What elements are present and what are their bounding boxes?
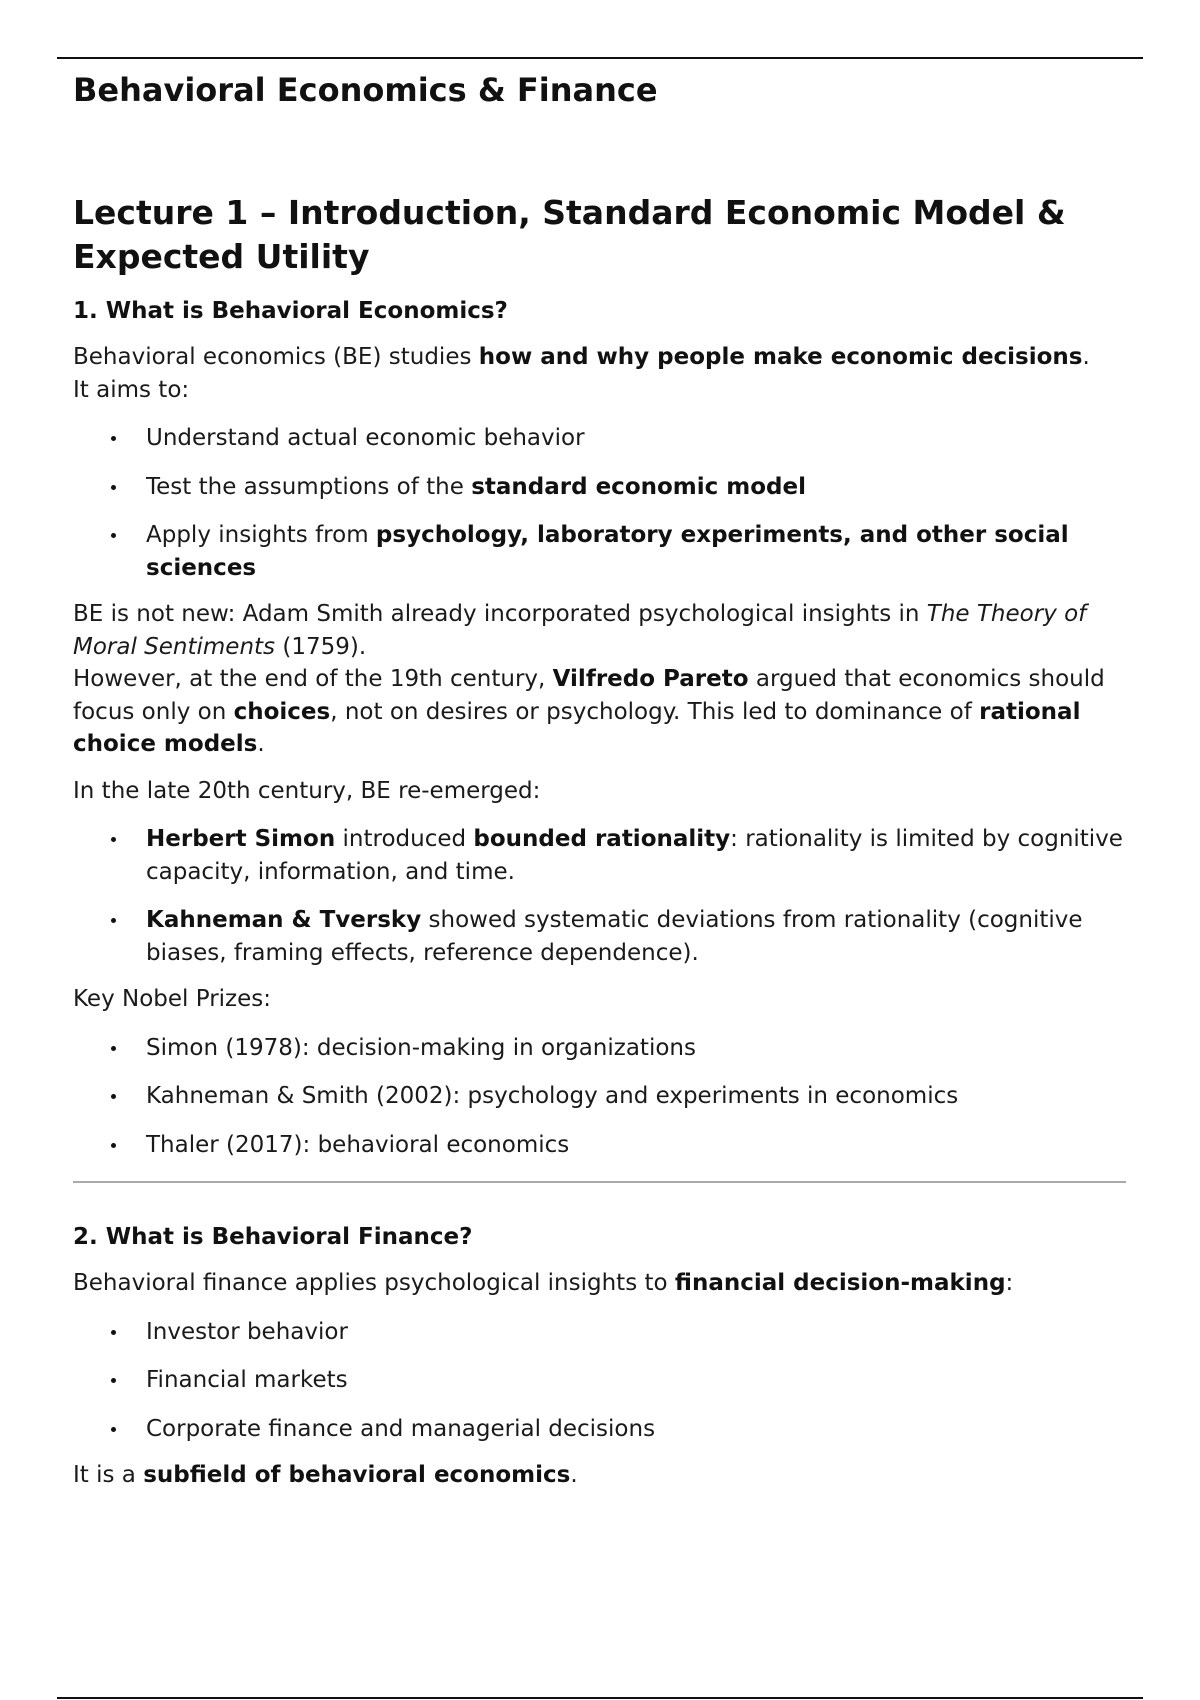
list-item: Investor behavior — [73, 1316, 1128, 1349]
history-paragraph — [73, 598, 1128, 761]
concept-term: bounded rationality — [473, 826, 731, 852]
list-item: Kahneman & Smith (2002): psychology and experiments in economics — [73, 1080, 1128, 1113]
intro-period: . — [1082, 344, 1090, 370]
history-text: argued that economics should focus only on — [73, 666, 1105, 725]
nobel-list — [73, 1032, 1128, 1162]
aims-intro: It aims to: — [73, 376, 190, 403]
closing-period: . — [570, 1462, 578, 1488]
aim-text: Apply insights from — [146, 522, 376, 548]
intro-colon: : — [1005, 1270, 1014, 1296]
aim-emphasis: psychology, laboratory experiments, and other social sciences — [146, 522, 1069, 581]
intro-text: Behavioral economics (BE) studies — [73, 344, 479, 370]
list-item: Simon (1978): decision-making in organizations — [73, 1032, 1128, 1065]
intro-emphasis: financial decision-making — [674, 1270, 1006, 1296]
top-rule — [57, 57, 1143, 59]
person-name: Kahneman & Tversky — [146, 907, 422, 933]
history-emphasis: choices — [233, 698, 331, 725]
list-item — [73, 422, 1128, 455]
aims-list — [73, 422, 1128, 584]
item-text: : rationality is limited by cognitive capacity, information, and time. — [146, 826, 1123, 885]
bottom-rule — [57, 1697, 1143, 1699]
reemerged-list — [73, 823, 1128, 969]
document-body — [73, 66, 1128, 1492]
history-text: (1759). — [275, 633, 367, 660]
list-item — [73, 904, 1128, 969]
finance-list — [73, 1316, 1128, 1446]
closing-text: It is a — [73, 1462, 144, 1488]
person-name: Herbert Simon — [146, 826, 336, 852]
list-item — [73, 823, 1128, 888]
book-title: The Theory of Moral Sentiments — [73, 601, 1087, 660]
closing-paragraph — [73, 1459, 1128, 1492]
nobel-intro: Key Nobel Prizes: — [73, 986, 272, 1012]
section-divider — [73, 1181, 1126, 1183]
list-item: Corporate finance and managerial decisions — [73, 1413, 1128, 1446]
history-emphasis: rational choice models — [73, 698, 1081, 757]
section-1-heading: 1. What is Behavioral Economics? — [73, 298, 508, 324]
lecture-title: Lecture 1 – Introduction, Standard Economic Model & Expected Utility — [73, 193, 1066, 276]
document-title: Behavioral Economics & Finance — [73, 71, 658, 109]
history-emphasis: Vilfredo Pareto — [552, 666, 749, 692]
reemerged-intro: In the late 20th century, BE re-emerged: — [73, 777, 541, 804]
aim-emphasis: standard economic model — [471, 473, 806, 500]
list-item — [73, 519, 1128, 584]
history-text: , not on desires or psychology. This led to dominance of — [330, 698, 980, 725]
item-text: showed systematic deviations from rationality (cognitive biases, framing effects, reference dependence). — [146, 907, 1083, 966]
section-1-intro-paragraph — [73, 341, 1128, 374]
list-item: Financial markets — [73, 1364, 1128, 1397]
history-text: . — [257, 731, 265, 757]
intro-emphasis: how and why people make economic decisions — [478, 344, 1083, 370]
aim-text: Test the assumptions of the — [146, 473, 472, 500]
closing-emphasis: subfield of behavioral economics — [143, 1462, 571, 1488]
list-item: Thaler (2017): behavioral economics — [73, 1129, 1128, 1162]
section-2-heading: 2. What is Behavioral Finance? — [73, 1224, 473, 1250]
list-item — [73, 471, 1128, 504]
item-text: introduced — [335, 826, 474, 852]
aim-text: Understand actual economic behavior — [146, 425, 585, 451]
section-2-intro-paragraph — [73, 1267, 1128, 1300]
history-text: However, at the end of the 19th century, — [73, 666, 553, 692]
history-text: BE is not new: Adam Smith already incorporated psychological insights in — [73, 601, 927, 627]
intro-text: Behavioral finance applies psychological insights to — [73, 1270, 675, 1296]
